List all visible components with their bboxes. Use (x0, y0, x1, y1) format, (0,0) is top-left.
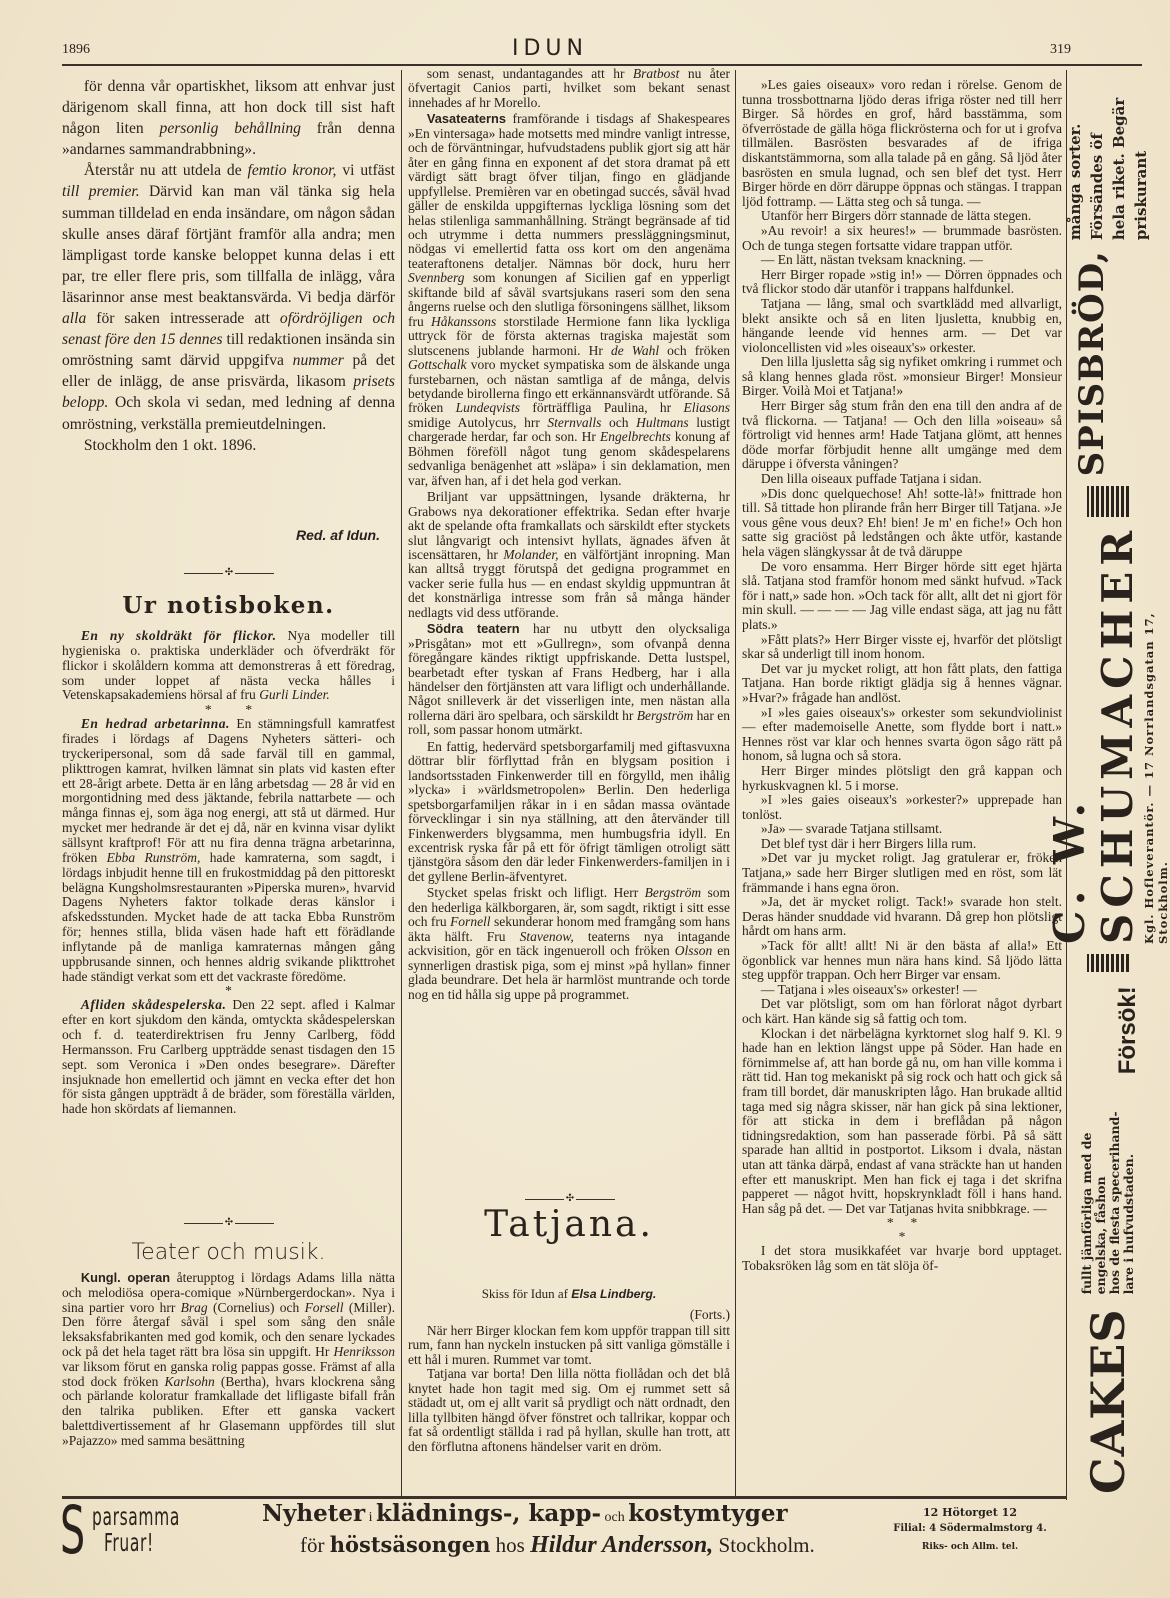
story-byline (408, 1286, 730, 1302)
paragraph: Klockan i det närbelägna kyrktornet slog half 9. Kl. 9 hade han en lektion längst uppe på Söder. Han hade en förnimmelse af, att han borde gå nu, om han ville komma i rätt tid. Han tog mekaniskt på sig rock och hatt och gick så fram till bordet, där manuskripten lågo. Han brukade alltid taga med sig några skisser, när han gick på sina lektioner, för att sticka in dem i breflådan på någon tidningsredaktion, som han passerade förbi. På så sätt sparade han alltid in postportot. Liksom i dvala, nästan utan att tänka därpå, endast af vana sträckte han ut handen efter ett manuskript. Men han fick ej taga i det skrifna papperet — något hvitt, hopskrynkladt föll i hans hand. Han såg på det. — Det var Tatjanas hvita snibbkrage. — (742, 1025, 1062, 1216)
text-run: Stycket spelas friskt och lifligt. Herr (426, 885, 645, 901)
prize-announcement (62, 76, 395, 516)
paragraph: När herr Birger klockan fem kom uppför trappan till sitt rum, fann han nyckeln instucken på sitt vanliga gömställe i ett hål i muren. Rummet var tomt. (408, 1323, 730, 1367)
ad-line: hela riket. Begär priskurant (1110, 97, 1150, 241)
page-year: 1896 (62, 42, 90, 57)
paragraph: Herr Birger mindes plötsligt den grå kappan och hyrkuskvagnen kl. 5 i morse. (742, 762, 1062, 793)
paragraph (62, 629, 395, 703)
banner-word-sparsamma: parsamma (92, 1502, 180, 1531)
text-run: (Bertha), hvars klockrena sång och pärlande koloratur framkallade det lifligaste bifall från den talrika publiken. Efter ett ganska vackert balettdivertissement af hr Glasemann uppfördes till slut »Pajazzo» med samma besättning (62, 1373, 396, 1448)
text-run: på det eller de inlägg, de anse prisvärda, likasom (62, 352, 395, 391)
paragraph: »I »les gaies oiseaux's» orkester som sekundviolinist — efter mademoiselle Anette, som flydde bort i natt.» Hennes röst var klar och hennes svarta ögon sågo rätt på honom, så lugna och så stora. (742, 704, 1062, 764)
banner-address: 12 Hötorget 12 (923, 1506, 1017, 1519)
ad-line: lare i hufvudstaden. (1121, 1153, 1136, 1295)
text-run: Nya modeller till hygieniska o. praktiska underkläder och öfverdräkt för flickor i skolåldern komma att demonstreras å ett föredrag, som under loppet af nästa vecka hålles i Vetenskapsakademiens hörsal af fru (62, 628, 395, 703)
banner-address: Riks- och Allm. tel. (921, 1542, 1019, 1552)
paragraph: Herr Birger såg stum från den ena till den andra af de två flickorna. — Tatjana! — Och den lilla »oiseau» så förtroligt vid hennes arm! Hade Tatjana glömt, att hennes döde morfar förbjudit henne allt umgänge med dem däruppe i öfversta våningen? (742, 398, 1062, 472)
ad-decor-bar (1087, 486, 1129, 516)
emphasis: Olsson (674, 943, 713, 959)
paragraph: Utanför herr Birgers dörr stannade de lätta stegen. (760, 208, 1032, 224)
emphasis: Gurli Linder. (259, 687, 330, 703)
paragraph (408, 67, 730, 110)
emphasis: Stavenow, (519, 928, 574, 944)
section-break-stars: * (225, 983, 232, 999)
text-run: återupptog i lördags Adams lilla nätta och melodiösa opera-comique »Nürnbergerdockan». Nya i sina partier voro hrr (62, 1270, 395, 1315)
paragraph (408, 112, 730, 488)
text-run: förträffliga Paulina, hr (520, 400, 684, 416)
paragraph (62, 160, 395, 434)
ad-line: hos de flesta specerihand- (1107, 1111, 1122, 1295)
text-run: Den 22 sept. afled i Kalmar efter en kort sjukdom den kända, omtyckta skådespelerskan och f. d. teaterdirektrisen fru Jenny Carlberg, född Hermansson. Fru Carlberg uppträdde senast tisdagen den 15 sept. som Veronica i »Den ondes besegrare». Därefter insjuknade hon emellertid och jämnt en vecka efter det hon för sista gången uppträdt å de bräder, som föreställa världen, hade hon skördats af liemannen. (62, 997, 396, 1117)
section-break-stars: * * (204, 702, 253, 718)
text-run: vi utfäst (336, 162, 395, 180)
text-run: och (601, 414, 637, 430)
text-run: En stämningsfull kamratfest firades i lördags af Dagens Nyheters sätteri- och tryckeripersonal, som då sade farväl till en gammal, plikttrogen kamrat, hvilken lämnat sin plats vid kasten efter ett 28-årigt arbete. Detta är en lång arbetsdag — 28 år vid en morgontidning med dess jäktande, febrila nattarbete — och många finnas ej, som äga nog energi, att stå ut därmed. Hur mycket mer hedrande är det ej då, när en kvinna visar dylikt sällsynt kraftprof! För att nu fira denna trägna arbetarinna, fröken (62, 716, 395, 865)
text-run: nu åter öfvertagit Canios parti, hvilket som bekant senast innehades af hr Morello. (408, 66, 730, 110)
notice-title: En hedrad arbetarinna. (80, 716, 230, 732)
banner-rule (62, 1496, 1067, 1499)
paragraph (408, 886, 730, 1002)
paragraph (62, 998, 395, 1117)
emphasis: Bergström (644, 885, 702, 901)
column-divider (735, 70, 736, 1497)
emphasis: nummer (292, 352, 344, 370)
text-run: för saken intresserade att (86, 310, 280, 328)
text-run: har nu utbytt den olycksaliga »Prisgåtan» mot ett »Gullregn», som ofvanpå denna föregångare kändes riktigt uppfriskande. Detta lustspel, bearbetadt efter tyskan af Frans Hedberg, har i alla händelser den förtjänsten att vara lifligt och underhållande. Något snilleverk är det visserligen inte, men nästan alla rollerna däri äro spelbara, och särskildt hr (408, 621, 731, 723)
section-heading-notisboken: Ur notisboken. (122, 592, 335, 619)
emphasis: Lundeqvists (455, 400, 521, 416)
emphasis: Bratbost (632, 66, 680, 81)
text-run: Återstår nu att utdela de (83, 162, 248, 180)
theatre-name: Vasateaterns (426, 111, 506, 127)
paragraph: »Ja» — svarade Tatjana stillsamt. (760, 821, 943, 837)
text-run: Därvid kan man väl tänka sig hela summan tilldelad en enda insändare, om någon sådan skulle anses däraf förtjänt framför alla andra; men lämpligast torde kanske beloppet kunna delas i ett par, tre eller flere pris, som tillfalla de inlägg, våra läsarinnor anse mest beaktansvärda. Vi bedja därför (62, 183, 395, 306)
text-run: Och skola vi sedan, med ledning af denna omröstning, verkställa premieutdelningen. (62, 394, 395, 433)
paragraph: I det stora musikkaféet var hvarje bord upptaget. Tobaksröken låg som en tät slöja öf- (742, 1243, 1062, 1273)
text-run: som konungen af Sicilien gaf en ypperligt skiftande bild af såväl svartsjukans raseri som den sena ångerns ruelse och den slutliga försoningens sällhet, liksom fru (408, 270, 730, 329)
paragraph: »Les gaies oiseaux» voro redan i rörelse. Genom de tunna trossbottnarna ljödo deras ifriga röster ned till herr Birger. Så hördes en grof, hård basstämma, som öfverröstade de gälla höga flickrösterna och for ut i grofva tillmälen. Basrösten besvarades af de ifriga diskantstämmorna, som alla talade på en gång. Så ljöd åter basrösten en smula lugnad, och sen blef det tyst. Herr Birger hörde en dörr däruppe öppnas och stängas. I trappan ljöd fottramp. — Lätta steg och så tunga. — (742, 77, 1062, 209)
paragraph: — En lätt, nästan tveksam knackning. — (760, 252, 983, 268)
emphasis: alla (62, 310, 87, 328)
theatre-review-opera (62, 1271, 395, 1495)
paragraph: »Tack för allt! allt! Ni är den bästa af alla!» Ett ögonblick var hennes mun nära hans kind. Så ljödo lätta steg uppför trappan. Och herr Birger var ensam. (742, 938, 1062, 983)
paragraph: Den lilla ljusletta såg sig nyfiket omkring i rummet och så klang hennes glada röst. »monsieur Birger! Monsieur Birger. Voilà Moi et Tatjana!» (742, 354, 1062, 399)
paragraph: Det var plötsligt, som om han förlorat något dyrbart och kärt. Han kände sig så fattig och tom. (742, 996, 1062, 1026)
text-run: teaterns nya intagande ackvisition, gör en täck ingenueroll och fröken (408, 928, 730, 959)
paragraph: Den lilla oiseaux puffade Tatjana i sidan. (760, 471, 982, 487)
emphasis: Sternvalls (547, 414, 602, 430)
ad-line: många sorter. Försändes öf (1066, 123, 1106, 241)
ornament-icon: ✣ (565, 1193, 575, 1204)
text-run: en välförtjänt inropning. Man kan alltså tryggt förutspå det gedigna programmet en vacker serie fulla hus — en endast skyldig uppmuntran åt det konstnärliga intresse som från så många händer nedlagts vid dess utförande. (408, 546, 730, 620)
text-run: lustigt chargerade herdar, far och son. Hr (408, 414, 730, 445)
text-run: har en roll, som passar honom utmärkt. (408, 707, 731, 738)
notice-title: Afliden skådespelerska. (80, 997, 227, 1013)
paragraph: De voro ensamma. Herr Birger hörde sitt eget hjärta slå. Tatjana stod framför honom med sänkt hufvud. »Tack för i natt,» sade hon. »Och tack för allt, allt det ni gjort för min skull. — — — — Jag ville endast säga, att jag nu fått plats.» (742, 558, 1062, 632)
text-run: en synnerligen drastisk piga, som ej minst »på hyllan» finner glada beundrare. Det hela är harmlöst muntrande och torde nog en tid hålla sig uppe på programmet. (408, 943, 730, 1002)
text-run: konung af Böhmen föreföll något tung genom skådespelarens sedvanliga benägenhet att »släpa» i sin deklamation, men var, äfven han, af i det hela god verkan. (408, 429, 730, 488)
story-title: Tatjana. (484, 1204, 654, 1245)
story-continuation (742, 78, 1062, 1498)
paragraph: »Fått plats?» Herr Birger visste ej, hvarför det plötsligt skar så underligt till inom honom. (742, 631, 1062, 662)
section-break-stars: * * * (886, 1215, 918, 1245)
banner-address: Filial: 4 Södermalmstorg 4. (893, 1523, 1047, 1534)
banner-shop-name: Hildur Andersson, (530, 1532, 714, 1558)
text-run: smidige Autolycus, hrr (408, 414, 548, 430)
ad-cakes-cta: Försök! (1114, 986, 1141, 1075)
emphasis: Ebba Runström, (106, 849, 201, 865)
text-run: (Miller). Den förre återgaf såväl i spel som sång den snåle leksaksfabrikanten med god komik, och den senare lyckades ock på det hela taget rätt bra lösa sin uppgift. Hr (62, 1299, 395, 1359)
text-run: var liksom förut en ganska rolig pappas gosse. Främst af alla stod dock fröken (62, 1358, 395, 1389)
section-heading-teater: Teater och musik. (131, 1240, 326, 1265)
text-run: (Cornelius) och (207, 1299, 305, 1315)
text-run: framförande i tisdags af Shakespeares »En vintersaga» hade motsetts med mindre vanligt intresse, och de förväntningar, hufvudstadens publik gjort sig att här åter en gång finna en exponent af det stora dramat på ett värdigt sätt bragt öfver tiljan, fingo en glädjande uppfyllelse. Premièren var en obetingad succés, såväl hvad gäller de enskilda uppgifternas lyckliga lösning som det helas stilenliga sammanhållning. Strängt begränsade af tid och utrymme i detta nummers pressläggningsminut, nödgas vi emellertid fatta oss kort om den angenäma teateraftonens detaljer. Nämnas bör dock, huru herr (408, 111, 730, 271)
text-run: som senast, undantagandes att hr (426, 66, 633, 81)
paragraph: Herr Birger ropade »stig in!» — Dörren öppnades och två flickor stodo där utanför i trappans halfdunkel. (742, 266, 1062, 297)
banner-text: klädnings-, kapp- (376, 1500, 601, 1527)
masthead-title: IDUN (512, 36, 588, 61)
paragraph: »Au revoir! a six heures!» — brummade basrösten. Och de tunga stegen fortsatte vidare trappan utför. (742, 222, 1062, 253)
emphasis: Bergström (636, 707, 694, 723)
text-run: och fröken (659, 342, 730, 358)
ad-spisbrod-text (1064, 60, 1152, 240)
side-advertisement (1045, 60, 1170, 1500)
theatre-name: Södra teatern (426, 621, 520, 637)
paragraph: Stockholm den 1 okt. 1896. (83, 436, 257, 454)
paragraph: En fattig, hedervärd spetsborgarfamilj med giftasvuxna döttrar blir förflyttad från en blygsam position i landsortsstaden Finkenwerder till en förgylld, men ihålig »lycka» i »världsmetropolen» Berlin. Den hederliga spetsborgarfamiljen råkar in i en sådan massa oväntade förvecklingar i sin nya ställning, att den återvänder till Finkenwerders blygsamma, men humbugsfria idyll. En excentrisk ryska får på ett för öfrigt tämligen otroligt sätt tjänstgöra såsom den där leder Finkenwerders-familjen in i det gyllene Berlin-äfventyret. (408, 738, 730, 884)
story-text (408, 1324, 730, 1496)
paragraph: »Dis donc quelquechose! Ah! sotte-là!» fnittrade hon till. Så tittade hon plirande från herr Birger till Tatjana. »Je vous gêne vous deux? Eh! bien! Je m' en fiche!» Och hon satte sig graciöst på ledstången och åkte utför, kastande hela vägen slängkyssar åt de två däruppe (742, 485, 1062, 559)
paragraph (408, 490, 730, 620)
text-run: till redaktionen insända sin omröstning samt därvid uppgifva (62, 331, 395, 370)
paragraph: »Det var ju mycket roligt. Jag gratulerar er, fröken Tatjana,» sade herr Birger slutligen med en röst, som lät främmande i hans egna öron. (742, 850, 1062, 895)
banner-initial: S (60, 1492, 86, 1569)
emphasis: Karlsohn (164, 1373, 215, 1389)
ad-cakes-text (1080, 1078, 1136, 1294)
ornament-icon: ✣ (224, 567, 234, 578)
emphasis: Brag (180, 1299, 208, 1315)
emphasis: Håkanssons (431, 313, 497, 329)
story-continued-label: (Forts.) (689, 1307, 730, 1322)
emphasis: ofördröjligen och senast före den 15 dennes (62, 310, 395, 349)
banner-text: i (365, 1510, 377, 1525)
banner-text: för (300, 1533, 330, 1557)
story-author: Elsa Lindberg. (571, 1287, 657, 1301)
paragraph: Det var ju mycket roligt, att hon fått plats, den fattiga Tatjana. Han borde riktigt glädja sig å hennes vägnar. »Hvar?» frågade han andlöst. (742, 660, 1062, 705)
ad-maker-name: C. W. SCHUMACHER (1045, 524, 1142, 944)
paragraph: — Tatjana i »les oiseaux's» orkester! — (760, 981, 977, 997)
emphasis: de Wahl (610, 342, 660, 358)
emphasis: prisets belopp. (62, 373, 395, 412)
paragraph (62, 717, 395, 984)
text-run: från denna »andarnes sammandrabbning». (62, 120, 395, 159)
banner-text: höstsäsongen (329, 1532, 491, 1557)
emphasis: Hultmans (636, 414, 689, 430)
ad-spisbrod: SPISBRÖD, (1072, 250, 1112, 477)
text-run: hade kamraterna, som sagdt, i lördags inbjudit henne till en frukostmiddag på den pittoreskt belägna Kungsholmsrestauranten »Piperska muren», hvarvid Dagens Nyheters faktor tolkade deras känslor i afskedsstunden. Mycket hade de att tacka Ebba Runström för; hennes stilla, blida väsen hade haft ett förädlande inflytande på de manliga kamraternas mången gång uppbrusande sinnen, och hennes aldrig svikande plikttrohet hade ständigt verkat som ett det vackraste föredöme. (62, 849, 396, 984)
column-divider (401, 70, 402, 1497)
paragraph: »Ja, det är mycket roligt. Tack!» svarade hon stelt. Deras händer snuddade vid hvarann. Då grep hon plötsligt hårdt om hans arm. (742, 894, 1062, 939)
emphasis: Forsell (304, 1299, 344, 1315)
emphasis: Engelbrechts (599, 429, 671, 445)
theatre-name: Kungl. operan (80, 1270, 171, 1285)
emphasis: Gottschalk (408, 357, 467, 373)
emphasis: till premier. (62, 183, 140, 201)
emphasis: femtio kronor, (247, 162, 337, 180)
paragraph: »I »les gaies oiseaux's »orkester?» upprepade han tonlöst. (742, 792, 1062, 822)
paragraph: Tatjana — lång, smal och svartklädd med allvarligt, blekt ansikte och så en liten ljusletta, knubbig en, hängande leende vid hennes arm. — Det var violoncellisten vid »les oiseaux's» orkester. (742, 295, 1062, 355)
ornament-divider (525, 1194, 615, 1204)
ad-line: fullt jämförliga med de engelska, fåshon (1079, 1132, 1108, 1295)
banner-text: Nyheter (262, 1500, 366, 1527)
ornament-divider (184, 568, 274, 578)
page-number: 319 (1050, 42, 1071, 57)
ad-decor-bar (1087, 954, 1129, 972)
notice-title: En ny skoldräkt för flickor. (80, 628, 277, 643)
banner-line-2 (300, 1532, 815, 1559)
ad-cakes: CAKES (1081, 1308, 1135, 1494)
emphasis: personlig behållning (159, 120, 301, 138)
paragraph: Tatjana var borta! Den lilla nötta fiollådan och det blå knytet hade hon tagit med sig. Om ej rummet sett så städadt ut, om ej allt varit så prydligt och nätt ordnadt, den lilla tyllbiten hängd öfver fönstret och tallrikar, koppar och fat så ordentligt ställda i rad på hyllan, skulle han trott, att den förflutna aftonens händelser varit en dröm. (408, 1366, 730, 1454)
banner-text: kostymtyger (628, 1500, 788, 1527)
ad-maker-address: Kgl. Hofleverantör. — 17 Norrlandsgatan 17, Stockholm. (1142, 612, 1170, 944)
banner-text: och (601, 1510, 629, 1525)
paragraph (62, 1271, 395, 1449)
paragraph (408, 622, 730, 738)
emphasis: Molander, (503, 546, 559, 562)
editor-signature: Red. af Idun. (296, 527, 380, 543)
ornament-icon: ✣ (224, 1217, 234, 1228)
text-run: sekunderar honom med framgång som hans äkta hälft. Fru (408, 914, 730, 944)
ornament-divider (184, 1218, 274, 1228)
paragraph: Det blef tyst där i herr Birgers lilla rum. (760, 835, 977, 851)
banner-text: Stockholm. (713, 1533, 815, 1557)
emphasis: Fornell (450, 914, 491, 930)
text-run: storstilade Hermione fann lika lyckliga uttryck för de första akternas tragiska majestät som slutscenens jublande harmoni. Hr (408, 313, 730, 358)
emphasis: Svennberg (408, 270, 465, 286)
theatre-reviews (408, 67, 730, 1182)
byline-text: Skiss för Idun af (481, 1286, 572, 1301)
banner-line-1 (262, 1500, 788, 1528)
text-run: för denna vår opartiskhet, liksom att enhvar just därigenom skall finna, att hon dock till sist haft någon liten (62, 78, 395, 138)
ad-maker (1046, 525, 1170, 944)
paragraph (62, 76, 395, 160)
banner-text: hos (490, 1533, 531, 1557)
text-run: som den hederliga kälkborgaren, är, som sagdt, riktigt i sitt esse och fru (408, 885, 730, 930)
text-run: voro mycket sympatiska som de älskande unga furstebarnen, och nästan samtliga af de många, delvis betydande birollerna fingo ett erkännansvärdt utförande. Så fröken (408, 357, 730, 416)
banner-word-fruar: Fruar! (104, 1528, 154, 1557)
text-run: Briljant var uppsättningen, lysande dräkterna, hr Grabows nya dekorationer effektrika. Sedan efter hvarje akt de spelande ofta framkallats och särskildt efter styckets slut långvarigt och intensivt hyllats, ägnades äfven åt iscensättaren, hr (408, 489, 730, 562)
notices-section (62, 629, 395, 1189)
emphasis: Henriksson (333, 1343, 395, 1359)
emphasis: Eliasons (683, 400, 730, 416)
